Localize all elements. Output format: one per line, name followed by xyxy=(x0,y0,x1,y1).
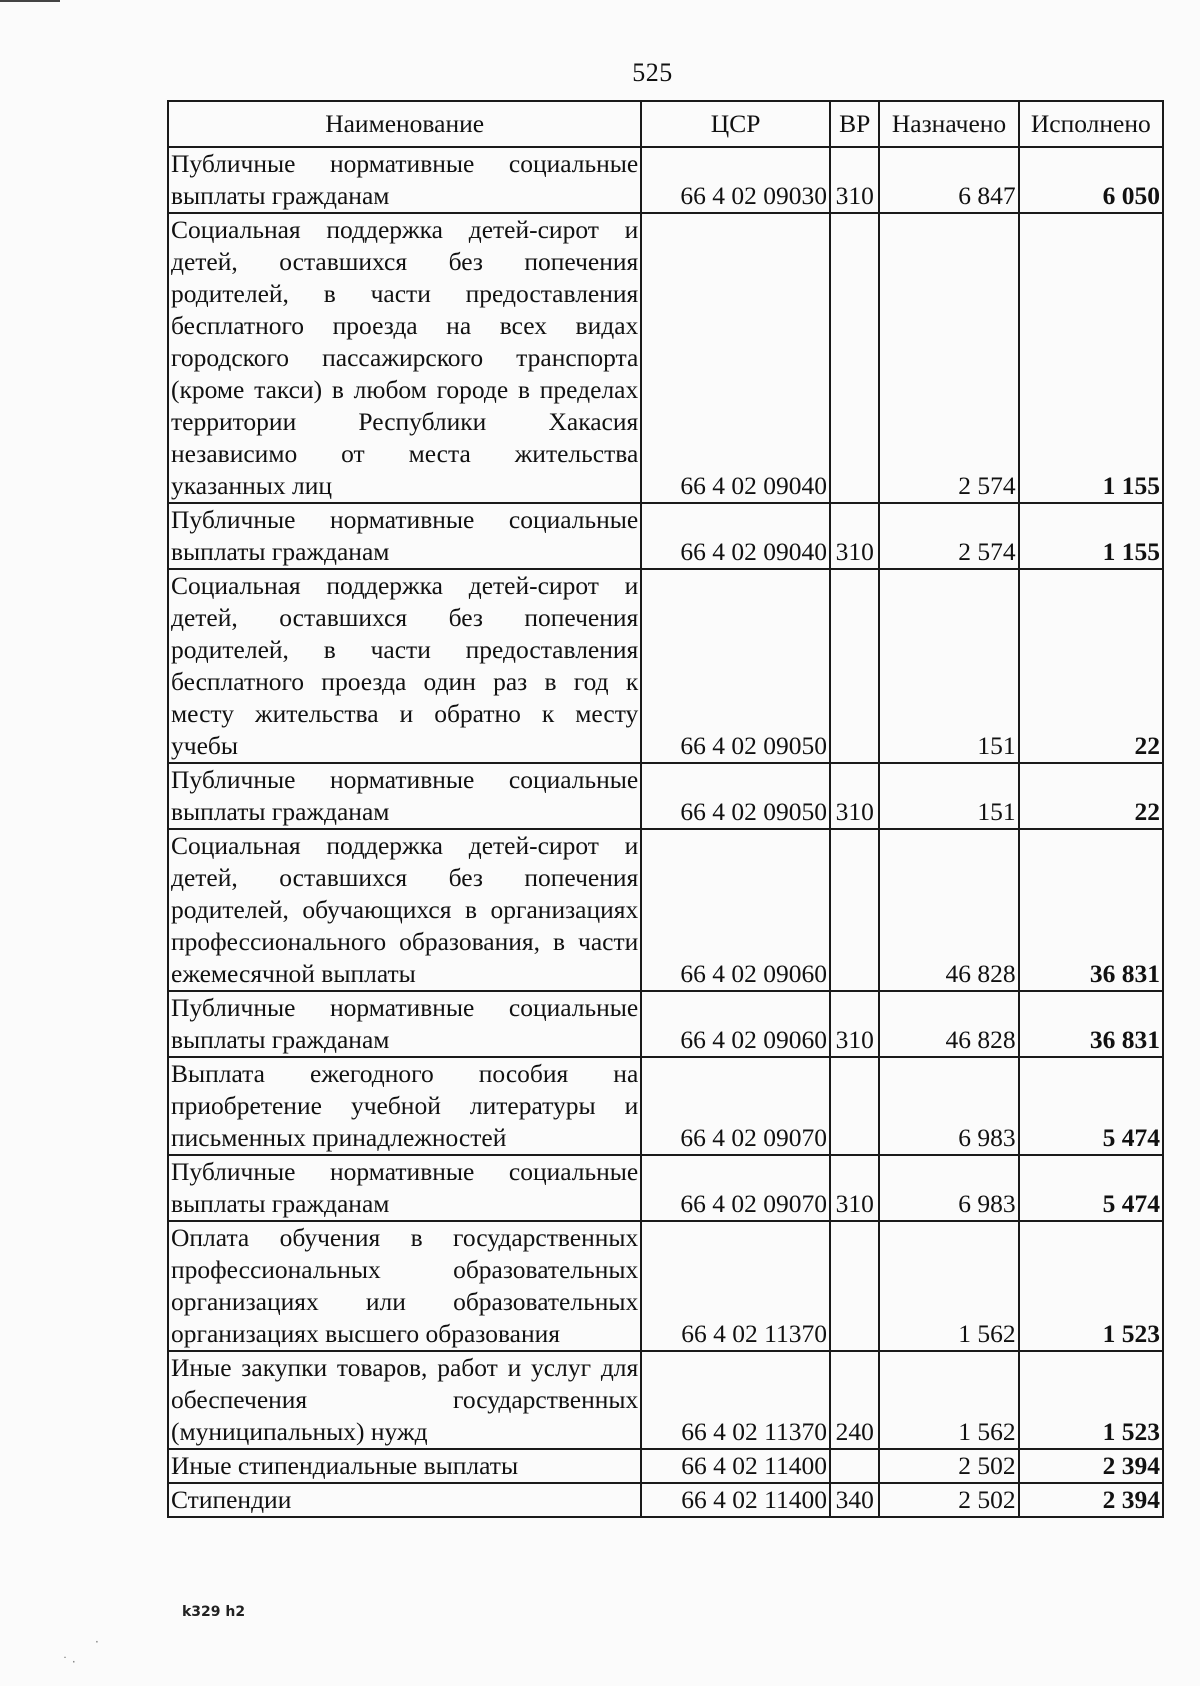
row-executed: 2 394 xyxy=(1019,1449,1163,1483)
table-row xyxy=(168,569,1163,763)
footer-code: k329 h2 xyxy=(182,1604,246,1620)
row-vr: 340 xyxy=(830,1483,879,1517)
row-name: Социальная поддержка детей-сирот и детей, оставшихся без попечения родителей, обучающихся в организациях профессионального образования, в части ежемесячной выплаты xyxy=(168,829,641,991)
row-csr: 66 4 02 09070 xyxy=(641,1057,830,1155)
row-csr: 66 4 02 09070 xyxy=(641,1155,830,1221)
table-row xyxy=(168,829,1163,991)
row-vr xyxy=(830,1057,879,1155)
row-planned: 6 983 xyxy=(879,1057,1018,1155)
row-planned: 2 502 xyxy=(879,1449,1018,1483)
row-executed: 22 xyxy=(1019,763,1163,829)
row-planned: 1 562 xyxy=(879,1221,1018,1351)
scan-speck: ˙ · xyxy=(62,1655,76,1669)
table-row xyxy=(168,763,1163,829)
row-executed: 1 523 xyxy=(1019,1221,1163,1351)
row-vr xyxy=(830,829,879,991)
row-vr: 310 xyxy=(830,763,879,829)
row-planned: 46 828 xyxy=(879,991,1018,1057)
table-row xyxy=(168,1155,1163,1221)
table-row xyxy=(168,1449,1163,1483)
table-row xyxy=(168,991,1163,1057)
header-executed: Исполнено xyxy=(1019,101,1163,147)
header-csr: ЦСР xyxy=(641,101,830,147)
row-csr: 66 4 02 11400 xyxy=(641,1449,830,1483)
row-name: Социальная поддержка детей-сирот и детей, оставшихся без попечения родителей, в части предоставления бесплатного проезда на всех видах городского пассажирского транспорта (кроме такси) в любом городе в пределах территории Республики Хакасия независимо от места жительства указанных лиц xyxy=(168,213,641,503)
row-vr xyxy=(830,213,879,503)
header-vr: ВР xyxy=(830,101,879,147)
row-name: Выплата ежегодного пособия на приобретение учебной литературы и письменных принадлежностей xyxy=(168,1057,641,1155)
row-executed: 2 394 xyxy=(1019,1483,1163,1517)
row-csr: 66 4 02 09030 xyxy=(641,147,830,213)
row-vr: 310 xyxy=(830,147,879,213)
row-csr: 66 4 02 09040 xyxy=(641,503,830,569)
table-header-row xyxy=(168,101,1163,147)
table-row xyxy=(168,1483,1163,1517)
row-csr: 66 4 02 09050 xyxy=(641,569,830,763)
row-name: Публичные нормативные социальные выплаты гражданам xyxy=(168,503,641,569)
row-name: Публичные нормативные социальные выплаты гражданам xyxy=(168,763,641,829)
row-executed: 1 155 xyxy=(1019,213,1163,503)
row-name: Стипендии xyxy=(168,1483,641,1517)
row-csr: 66 4 02 11400 xyxy=(641,1483,830,1517)
table-row xyxy=(168,1221,1163,1351)
header-planned: Назначено xyxy=(879,101,1018,147)
row-name: Публичные нормативные социальные выплаты гражданам xyxy=(168,1155,641,1221)
row-csr: 66 4 02 11370 xyxy=(641,1351,830,1449)
row-vr: 310 xyxy=(830,1155,879,1221)
row-planned: 2 574 xyxy=(879,503,1018,569)
scan-speck: · xyxy=(95,1635,99,1649)
row-executed: 5 474 xyxy=(1019,1057,1163,1155)
row-vr: 310 xyxy=(830,991,879,1057)
row-csr: 66 4 02 11370 xyxy=(641,1221,830,1351)
row-executed: 36 831 xyxy=(1019,991,1163,1057)
page-number: 525 xyxy=(632,58,673,87)
row-planned: 1 562 xyxy=(879,1351,1018,1449)
row-csr: 66 4 02 09040 xyxy=(641,213,830,503)
row-name: Иные стипендиальные выплаты xyxy=(168,1449,641,1483)
budget-table xyxy=(167,100,1164,1518)
row-csr: 66 4 02 09050 xyxy=(641,763,830,829)
table-row xyxy=(168,213,1163,503)
row-planned: 46 828 xyxy=(879,829,1018,991)
row-vr: 310 xyxy=(830,503,879,569)
row-executed: 1 523 xyxy=(1019,1351,1163,1449)
row-vr: 240 xyxy=(830,1351,879,1449)
row-name: Публичные нормативные социальные выплаты гражданам xyxy=(168,991,641,1057)
row-executed: 36 831 xyxy=(1019,829,1163,991)
row-vr xyxy=(830,569,879,763)
table-row xyxy=(168,147,1163,213)
row-name: Оплата обучения в государственных профессиональных образовательных организациях или образовательных организациях высшего образования xyxy=(168,1221,641,1351)
row-name: Публичные нормативные социальные выплаты гражданам xyxy=(168,147,641,213)
header-name: Наименование xyxy=(168,101,641,147)
row-executed: 1 155 xyxy=(1019,503,1163,569)
row-planned: 6 983 xyxy=(879,1155,1018,1221)
row-executed: 5 474 xyxy=(1019,1155,1163,1221)
table-row xyxy=(168,1351,1163,1449)
scan-edge-line xyxy=(0,0,60,2)
row-planned: 151 xyxy=(879,763,1018,829)
row-vr xyxy=(830,1449,879,1483)
row-name: Социальная поддержка детей-сирот и детей, оставшихся без попечения родителей, в части предоставления бесплатного проезда один раз в год к месту жительства и обратно к месту учебы xyxy=(168,569,641,763)
row-name: Иные закупки товаров, работ и услуг для обеспечения государственных (муниципальных) нужд xyxy=(168,1351,641,1449)
row-planned: 2 502 xyxy=(879,1483,1018,1517)
row-executed: 22 xyxy=(1019,569,1163,763)
row-executed: 6 050 xyxy=(1019,147,1163,213)
row-planned: 6 847 xyxy=(879,147,1018,213)
row-planned: 151 xyxy=(879,569,1018,763)
row-vr xyxy=(830,1221,879,1351)
row-csr: 66 4 02 09060 xyxy=(641,829,830,991)
table-row xyxy=(168,503,1163,569)
row-planned: 2 574 xyxy=(879,213,1018,503)
row-csr: 66 4 02 09060 xyxy=(641,991,830,1057)
table-row xyxy=(168,1057,1163,1155)
